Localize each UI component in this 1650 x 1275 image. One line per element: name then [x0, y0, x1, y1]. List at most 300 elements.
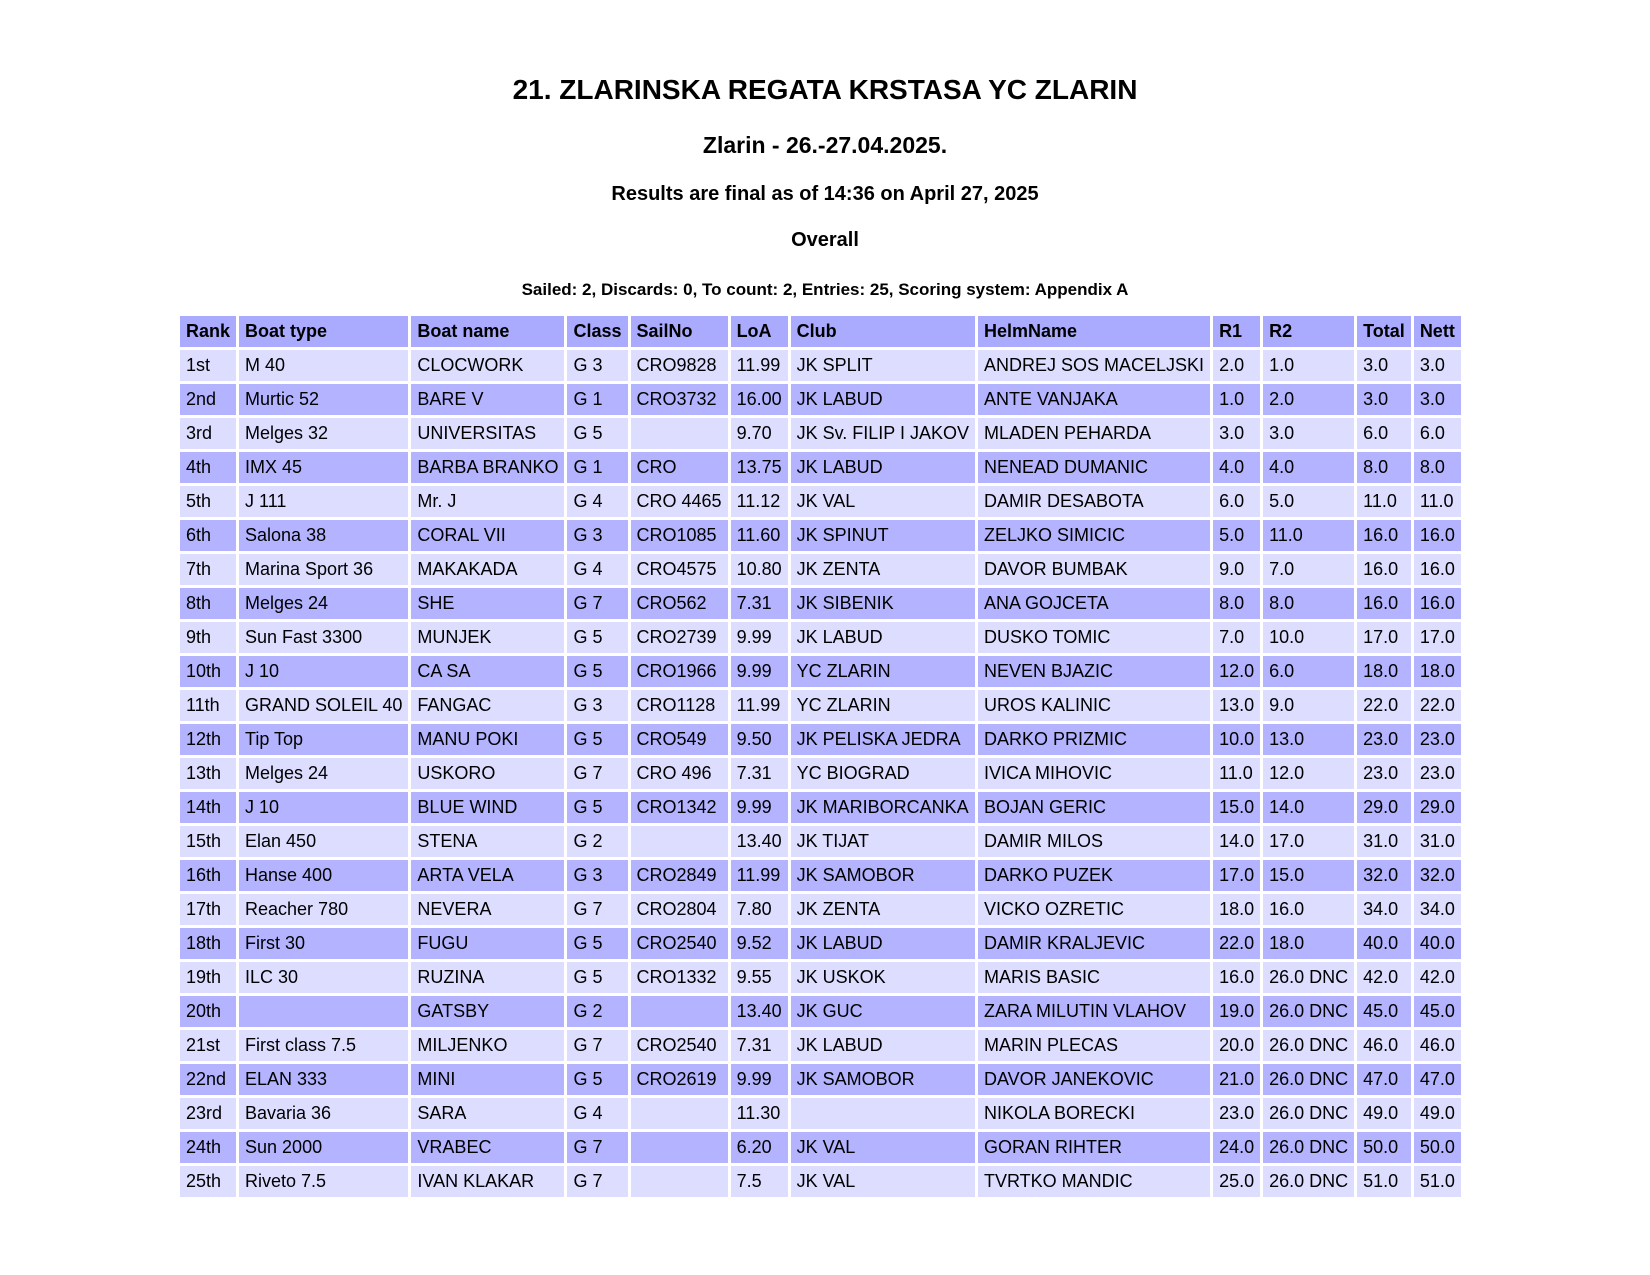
scoring-summary: Sailed: 2, Discards: 0, To count: 2, Entries: 25, Scoring system: Appendix A: [521, 280, 1129, 299]
table-cell: G 2: [567, 826, 627, 857]
table-cell: USKORO: [411, 758, 564, 789]
table-cell: 24th: [180, 1132, 236, 1163]
table-cell: 15.0: [1213, 792, 1260, 823]
column-header: R1: [1213, 316, 1260, 347]
table-cell: CRO562: [631, 588, 728, 619]
table-cell: BLUE WIND: [411, 792, 564, 823]
table-cell: 4.0: [1213, 452, 1260, 483]
table-cell: 3.0: [1357, 384, 1411, 415]
table-cell: G 4: [567, 486, 627, 517]
table-cell: 51.0: [1414, 1166, 1461, 1197]
table-cell: CRO 4465: [631, 486, 728, 517]
table-cell: 17th: [180, 894, 236, 925]
table-cell: 3.0: [1357, 350, 1411, 381]
table-cell: 7.80: [731, 894, 788, 925]
table-cell: 12.0: [1213, 656, 1260, 687]
table-cell: 6th: [180, 520, 236, 551]
table-cell: 11.0: [1357, 486, 1411, 517]
table-cell: 14th: [180, 792, 236, 823]
table-row: [180, 1030, 1461, 1061]
table-cell: 2.0: [1213, 350, 1260, 381]
table-cell: YC ZLARIN: [791, 690, 975, 721]
table-cell: 23.0: [1213, 1098, 1260, 1129]
table-cell: G 7: [567, 1166, 627, 1197]
regatta-subtitle: Zlarin - 26.-27.04.2025.: [702, 132, 948, 158]
section-title: Overall: [791, 229, 859, 251]
table-cell: 32.0: [1414, 860, 1461, 891]
table-cell: 29.0: [1414, 792, 1461, 823]
table-cell: JK ZENTA: [791, 554, 975, 585]
table-cell: CRO2849: [631, 860, 728, 891]
table-cell: CLOCWORK: [411, 350, 564, 381]
table-cell: 7.31: [731, 588, 788, 619]
table-cell: G 5: [567, 656, 627, 687]
table-cell: JK SAMOBOR: [791, 860, 975, 891]
table-row: [180, 554, 1461, 585]
table-cell: CRO2619: [631, 1064, 728, 1095]
table-cell: 8.0: [1263, 588, 1354, 619]
column-header: Class: [567, 316, 627, 347]
table-cell: DAVOR BUMBAK: [978, 554, 1210, 585]
table-cell: CA SA: [411, 656, 564, 687]
table-cell: 50.0: [1357, 1132, 1411, 1163]
table-cell: G 3: [567, 520, 627, 551]
table-cell: 25.0: [1213, 1166, 1260, 1197]
table-cell: 11.99: [731, 350, 788, 381]
table-cell: 12.0: [1263, 758, 1354, 789]
table-cell: 9.70: [731, 418, 788, 449]
table-cell: 31.0: [1414, 826, 1461, 857]
table-cell: 45.0: [1357, 996, 1411, 1027]
table-cell: 6.0: [1213, 486, 1260, 517]
table-cell: 24.0: [1213, 1132, 1260, 1163]
table-row: [180, 792, 1461, 823]
table-cell: [631, 1166, 728, 1197]
table-cell: 7.0: [1213, 622, 1260, 653]
table-cell: UNIVERSITAS: [411, 418, 564, 449]
table-cell: 29.0: [1357, 792, 1411, 823]
table-cell: JK GUC: [791, 996, 975, 1027]
table-cell: 21st: [180, 1030, 236, 1061]
table-cell: JK ZENTA: [791, 894, 975, 925]
table-row: [180, 1166, 1461, 1197]
table-row: [180, 622, 1461, 653]
table-cell: 13.75: [731, 452, 788, 483]
table-cell: YC BIOGRAD: [791, 758, 975, 789]
table-cell: 9.99: [731, 656, 788, 687]
table-cell: NEVEN BJAZIC: [978, 656, 1210, 687]
table-cell: G 7: [567, 588, 627, 619]
table-cell: JK TIJAT: [791, 826, 975, 857]
table-cell: G 2: [567, 996, 627, 1027]
table-cell: 3rd: [180, 418, 236, 449]
table-cell: 26.0 DNC: [1263, 996, 1354, 1027]
table-cell: Marina Sport 36: [239, 554, 408, 585]
table-cell: 1st: [180, 350, 236, 381]
table-cell: G 5: [567, 724, 627, 755]
table-cell: Mr. J: [411, 486, 564, 517]
table-cell: MAKAKADA: [411, 554, 564, 585]
table-cell: ANDREJ SOS MACELJSKI: [978, 350, 1210, 381]
table-cell: 40.0: [1414, 928, 1461, 959]
table-cell: Elan 450: [239, 826, 408, 857]
table-cell: 19.0: [1213, 996, 1260, 1027]
table-cell: JK VAL: [791, 1166, 975, 1197]
table-cell: 11th: [180, 690, 236, 721]
table-cell: 34.0: [1414, 894, 1461, 925]
table-cell: 22nd: [180, 1064, 236, 1095]
table-cell: ANA GOJCETA: [978, 588, 1210, 619]
table-cell: CRO 496: [631, 758, 728, 789]
table-row: [180, 486, 1461, 517]
table-cell: Salona 38: [239, 520, 408, 551]
table-cell: BARE V: [411, 384, 564, 415]
table-cell: G 7: [567, 1132, 627, 1163]
table-cell: 15.0: [1263, 860, 1354, 891]
table-cell: [631, 996, 728, 1027]
table-cell: 17.0: [1213, 860, 1260, 891]
table-row: [180, 996, 1461, 1027]
table-cell: 26.0 DNC: [1263, 1030, 1354, 1061]
table-cell: DAVOR JANEKOVIC: [978, 1064, 1210, 1095]
table-cell: Melges 24: [239, 758, 408, 789]
table-cell: IVICA MIHOVIC: [978, 758, 1210, 789]
table-cell: DAMIR DESABOTA: [978, 486, 1210, 517]
table-cell: DAMIR MILOS: [978, 826, 1210, 857]
table-cell: FANGAC: [411, 690, 564, 721]
table-cell: JK VAL: [791, 486, 975, 517]
table-cell: 9.99: [731, 622, 788, 653]
table-cell: 19th: [180, 962, 236, 993]
table-row: [180, 452, 1461, 483]
table-row: [180, 826, 1461, 857]
table-cell: 46.0: [1414, 1030, 1461, 1061]
table-cell: 16.0: [1357, 554, 1411, 585]
table-cell: 15th: [180, 826, 236, 857]
table-cell: 22.0: [1357, 690, 1411, 721]
table-cell: ARTA VELA: [411, 860, 564, 891]
table-cell: 23.0: [1357, 758, 1411, 789]
table-cell: 8th: [180, 588, 236, 619]
table-cell: CRO1332: [631, 962, 728, 993]
table-row: [180, 724, 1461, 755]
table-cell: Sun 2000: [239, 1132, 408, 1163]
table-cell: 50.0: [1414, 1132, 1461, 1163]
table-cell: JK SIBENIK: [791, 588, 975, 619]
table-cell: 3.0: [1263, 418, 1354, 449]
table-cell: 18.0: [1213, 894, 1260, 925]
table-cell: 16.0: [1414, 554, 1461, 585]
table-cell: BARBA BRANKO: [411, 452, 564, 483]
table-cell: JK SPLIT: [791, 350, 975, 381]
table-row: [180, 418, 1461, 449]
table-cell: 9.55: [731, 962, 788, 993]
table-cell: BOJAN GERIC: [978, 792, 1210, 823]
table-cell: 18th: [180, 928, 236, 959]
table-cell: JK MARIBORCANKA: [791, 792, 975, 823]
table-cell: 14.0: [1213, 826, 1260, 857]
table-cell: 20th: [180, 996, 236, 1027]
table-cell: MARIS BASIC: [978, 962, 1210, 993]
table-cell: CRO4575: [631, 554, 728, 585]
table-cell: 3.0: [1414, 350, 1461, 381]
table-cell: G 4: [567, 554, 627, 585]
table-cell: 2.0: [1263, 384, 1354, 415]
table-cell: [631, 1132, 728, 1163]
table-cell: IVAN KLAKAR: [411, 1166, 564, 1197]
table-row: [180, 758, 1461, 789]
table-row: [180, 928, 1461, 959]
table-cell: G 5: [567, 418, 627, 449]
table-cell: DUSKO TOMIC: [978, 622, 1210, 653]
table-cell: IMX 45: [239, 452, 408, 483]
table-cell: 8.0: [1357, 452, 1411, 483]
table-cell: 26.0 DNC: [1263, 1166, 1354, 1197]
table-cell: 8.0: [1213, 588, 1260, 619]
table-cell: 4.0: [1263, 452, 1354, 483]
table-cell: YC ZLARIN: [791, 656, 975, 687]
column-header: Club: [791, 316, 975, 347]
table-cell: 2nd: [180, 384, 236, 415]
table-cell: G 3: [567, 690, 627, 721]
table-cell: CRO1128: [631, 690, 728, 721]
table-cell: JK PELISKA JEDRA: [791, 724, 975, 755]
table-cell: GATSBY: [411, 996, 564, 1027]
table-cell: 9.99: [731, 792, 788, 823]
table-cell: G 3: [567, 860, 627, 891]
column-header: SailNo: [631, 316, 728, 347]
table-cell: [631, 418, 728, 449]
table-cell: 23.0: [1414, 724, 1461, 755]
table-cell: 7.31: [731, 1030, 788, 1061]
table-cell: 17.0: [1263, 826, 1354, 857]
table-cell: Tip Top: [239, 724, 408, 755]
table-cell: VICKO OZRETIC: [978, 894, 1210, 925]
column-header: R2: [1263, 316, 1354, 347]
table-cell: 7.5: [731, 1166, 788, 1197]
table-cell: RUZINA: [411, 962, 564, 993]
table-cell: 32.0: [1357, 860, 1411, 891]
table-cell: CRO1342: [631, 792, 728, 823]
table-cell: FUGU: [411, 928, 564, 959]
table-cell: 11.0: [1213, 758, 1260, 789]
table-cell: 10.0: [1213, 724, 1260, 755]
table-cell: 5th: [180, 486, 236, 517]
table-cell: 6.0: [1263, 656, 1354, 687]
table-cell: 8.0: [1414, 452, 1461, 483]
table-cell: JK SPINUT: [791, 520, 975, 551]
table-cell: CRO2804: [631, 894, 728, 925]
table-cell: CRO549: [631, 724, 728, 755]
table-cell: G 5: [567, 928, 627, 959]
table-cell: 20.0: [1213, 1030, 1260, 1061]
table-cell: 13.40: [731, 826, 788, 857]
table-cell: J 10: [239, 656, 408, 687]
table-cell: 9.52: [731, 928, 788, 959]
table-cell: 13.0: [1263, 724, 1354, 755]
table-row: [180, 894, 1461, 925]
table-cell: Reacher 780: [239, 894, 408, 925]
table-cell: 26.0 DNC: [1263, 1064, 1354, 1095]
table-cell: Bavaria 36: [239, 1098, 408, 1129]
table-cell: JK LABUD: [791, 452, 975, 483]
table-cell: MILJENKO: [411, 1030, 564, 1061]
table-cell: 17.0: [1357, 622, 1411, 653]
table-cell: 11.0: [1263, 520, 1354, 551]
table-cell: CRO2540: [631, 928, 728, 959]
table-cell: NEVERA: [411, 894, 564, 925]
table-cell: M 40: [239, 350, 408, 381]
table-cell: NIKOLA BORECKI: [978, 1098, 1210, 1129]
table-cell: 5.0: [1263, 486, 1354, 517]
table-row: [180, 520, 1461, 551]
table-cell: 13.0: [1213, 690, 1260, 721]
table-cell: 16.0: [1357, 520, 1411, 551]
table-cell: CRO2739: [631, 622, 728, 653]
table-cell: 14.0: [1263, 792, 1354, 823]
table-cell: Sun Fast 3300: [239, 622, 408, 653]
table-cell: 13th: [180, 758, 236, 789]
table-cell: 22.0: [1213, 928, 1260, 959]
table-cell: G 5: [567, 622, 627, 653]
table-cell: 13.40: [731, 996, 788, 1027]
table-cell: GRAND SOLEIL 40: [239, 690, 408, 721]
table-cell: G 5: [567, 792, 627, 823]
table-cell: 6.20: [731, 1132, 788, 1163]
table-cell: 7.0: [1263, 554, 1354, 585]
table-cell: G 1: [567, 384, 627, 415]
column-header: Total: [1357, 316, 1411, 347]
table-header-row: [180, 316, 1461, 347]
table-cell: ELAN 333: [239, 1064, 408, 1095]
table-cell: 16.0: [1263, 894, 1354, 925]
table-row: [180, 690, 1461, 721]
table-cell: G 1: [567, 452, 627, 483]
table-cell: 11.30: [731, 1098, 788, 1129]
table-cell: G 4: [567, 1098, 627, 1129]
table-cell: JK LABUD: [791, 1030, 975, 1061]
table-cell: [631, 1098, 728, 1129]
table-cell: Melges 24: [239, 588, 408, 619]
column-header: Boat type: [239, 316, 408, 347]
table-cell: MARIN PLECAS: [978, 1030, 1210, 1061]
table-cell: STENA: [411, 826, 564, 857]
table-cell: DARKO PUZEK: [978, 860, 1210, 891]
table-cell: 16th: [180, 860, 236, 891]
table-cell: 10.0: [1263, 622, 1354, 653]
table-cell: 1.0: [1213, 384, 1260, 415]
table-cell: CRO3732: [631, 384, 728, 415]
table-cell: ANTE VANJAKA: [978, 384, 1210, 415]
table-cell: J 10: [239, 792, 408, 823]
table-cell: JK USKOK: [791, 962, 975, 993]
column-header: LoA: [731, 316, 788, 347]
column-header: Boat name: [411, 316, 564, 347]
table-cell: 9th: [180, 622, 236, 653]
table-cell: G 3: [567, 350, 627, 381]
table-cell: Melges 32: [239, 418, 408, 449]
table-cell: CRO2540: [631, 1030, 728, 1061]
table-cell: ILC 30: [239, 962, 408, 993]
table-cell: Hanse 400: [239, 860, 408, 891]
table-cell: 9.99: [731, 1064, 788, 1095]
table-cell: 7th: [180, 554, 236, 585]
table-cell: 49.0: [1357, 1098, 1411, 1129]
table-cell: SHE: [411, 588, 564, 619]
table-cell: 23.0: [1357, 724, 1411, 755]
table-cell: 16.0: [1414, 588, 1461, 619]
table-cell: DARKO PRIZMIC: [978, 724, 1210, 755]
results-status: Results are final as of 14:36 on April 27, 2025: [611, 183, 1039, 205]
table-cell: JK LABUD: [791, 622, 975, 653]
column-header: HelmName: [978, 316, 1210, 347]
table-cell: JK SAMOBOR: [791, 1064, 975, 1095]
table-row: [180, 1132, 1461, 1163]
table-cell: TVRTKO MANDIC: [978, 1166, 1210, 1197]
table-cell: 18.0: [1263, 928, 1354, 959]
table-cell: 11.12: [731, 486, 788, 517]
table-cell: 42.0: [1357, 962, 1411, 993]
table-cell: 9.50: [731, 724, 788, 755]
table-cell: G 7: [567, 894, 627, 925]
table-cell: 47.0: [1414, 1064, 1461, 1095]
table-cell: Riveto 7.5: [239, 1166, 408, 1197]
table-row: [180, 1098, 1461, 1129]
table-cell: 18.0: [1414, 656, 1461, 687]
table-cell: 31.0: [1357, 826, 1411, 857]
table-cell: UROS KALINIC: [978, 690, 1210, 721]
table-cell: ZARA MILUTIN VLAHOV: [978, 996, 1210, 1027]
table-row: [180, 860, 1461, 891]
table-cell: 26.0 DNC: [1263, 1098, 1354, 1129]
table-cell: 26.0 DNC: [1263, 1132, 1354, 1163]
table-row: [180, 588, 1461, 619]
table-cell: JK LABUD: [791, 384, 975, 415]
table-cell: 7.31: [731, 758, 788, 789]
table-cell: ZELJKO SIMICIC: [978, 520, 1210, 551]
table-cell: 22.0: [1414, 690, 1461, 721]
table-cell: Murtic 52: [239, 384, 408, 415]
column-header: Rank: [180, 316, 236, 347]
table-cell: 1.0: [1263, 350, 1354, 381]
table-cell: NENEAD DUMANIC: [978, 452, 1210, 483]
table-cell: G 7: [567, 1030, 627, 1061]
regatta-title: 21. ZLARINSKA REGATA KRSTASA YC ZLARIN: [512, 74, 1138, 105]
table-cell: MLADEN PEHARDA: [978, 418, 1210, 449]
table-cell: 47.0: [1357, 1064, 1411, 1095]
table-cell: MUNJEK: [411, 622, 564, 653]
table-cell: 23.0: [1414, 758, 1461, 789]
table-cell: 46.0: [1357, 1030, 1411, 1061]
table-cell: 21.0: [1213, 1064, 1260, 1095]
table-cell: CRO9828: [631, 350, 728, 381]
table-cell: 11.60: [731, 520, 788, 551]
table-cell: 34.0: [1357, 894, 1411, 925]
table-cell: DAMIR KRALJEVIC: [978, 928, 1210, 959]
table-cell: MANU POKI: [411, 724, 564, 755]
table-cell: 23rd: [180, 1098, 236, 1129]
table-cell: VRABEC: [411, 1132, 564, 1163]
table-cell: J 111: [239, 486, 408, 517]
table-cell: 11.0: [1414, 486, 1461, 517]
table-cell: 16.00: [731, 384, 788, 415]
table-cell: JK Sv. FILIP I JAKOV: [791, 418, 975, 449]
table-cell: CRO1085: [631, 520, 728, 551]
table-cell: 42.0: [1414, 962, 1461, 993]
table-cell: [631, 826, 728, 857]
table-cell: 17.0: [1414, 622, 1461, 653]
table-cell: G 5: [567, 962, 627, 993]
